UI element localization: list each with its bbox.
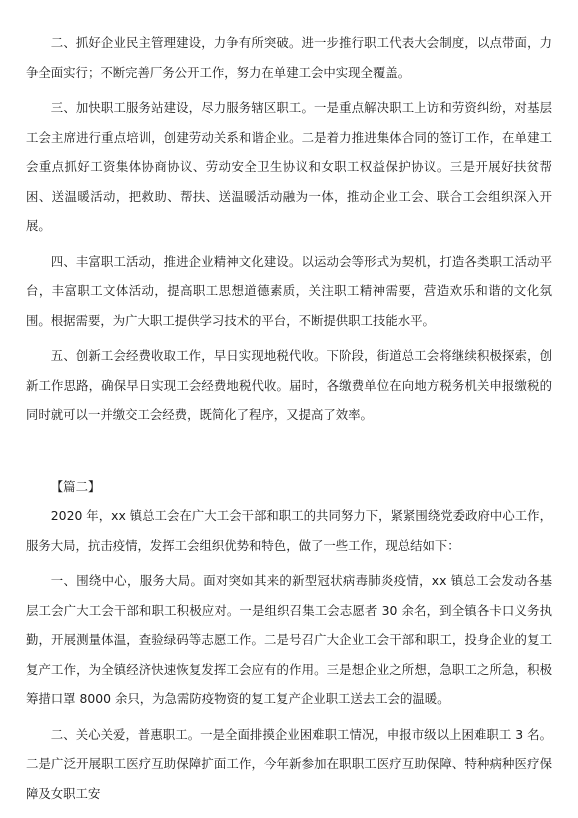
- paragraph-worker-activities: 四、丰富职工活动，推进企业精神文化建设。以运动会等形式为契机，打造各类职工活动平台，丰富职工文体活动，提高职工思想道德素质，关注职工精神需要，营造欢乐和谐的文化氛围。根据需要，为广大职工提供学习技术的平台，不断提供职工技能水平。: [26, 253, 552, 328]
- section-spacer: [26, 430, 552, 472]
- paragraph-democratic-management: 二、抓好企业民主管理建设，力争有所突破。进一步推行职工代表大会制度，以点带面，力争全面实行；不断完善厂务公开工作，努力在单建工会中实现全覆盖。: [26, 35, 552, 80]
- paragraph-care-for-workers: 二、关心关爱，普惠职工。一是全面排摸企业困难职工情况，申报市级以上困难职工 3 名。二是广泛开展职工医疗互助保障扩面工作，今年新参加在职职工医疗互助保障、特种病种医疗保障及女职工安: [26, 726, 552, 801]
- paragraph-epidemic-response: 一、围绕中心，服务大局。面对突如其来的新型冠状病毒肺炎疫情，xx 镇总工会发动各基层工会广大工会干部和职工积极应对。一是组织召集工会志愿者 30 余名，到全镇各卡口义务执勤，开展测量体温，查验绿码等志愿工作。二是号召广大企业工会干部和职工，投身企业的复工复产工作，为全镇经济快速恢复发挥工会应有的作用。三是想企业之所想，急职工之所急，积极筹措口罩 8000 余只，为急需防疫物资的复工复产企业职工送去工会的温暖。: [26, 573, 552, 706]
- paragraph-summary-intro: 2020 年，xx 镇总工会在广大工会干部和职工的共同努力下，紧紧围绕党委政府中心工作，服务大局，抗击疫情，发挥工会组织优势和特色，做了一些工作，现总结如下：: [26, 508, 552, 553]
- paragraph-service-station: 三、加快职工服务站建设，尽力服务辖区职工。一是重点解决职工上访和劳资纠纷，对基层工会主席进行重点培训，创建劳动关系和谐企业。二是着力推进集体合同的签订工作，在单建工会重点抓好工资集体协商协议、劳动安全卫生协议和女职工权益保护协议。三是开展好扶贫帮困、送温暖活动，把救助、帮扶、送温暖活动融为一体，推动企业工会、联合工会组织深入开展。: [26, 100, 552, 233]
- paragraph-union-fees: 五、创新工会经费收取工作，早日实现地税代收。下阶段，街道总工会将继续积极探索，创新工作思路，确保早日实现工会经费地税代收。届时，各缴费单位在向地方税务机关申报缴税的同时就可以一并缴交工会经费，既简化了程序，又提高了效率。: [26, 348, 552, 422]
- section-label-part-two: 【篇二】: [50, 478, 101, 494]
